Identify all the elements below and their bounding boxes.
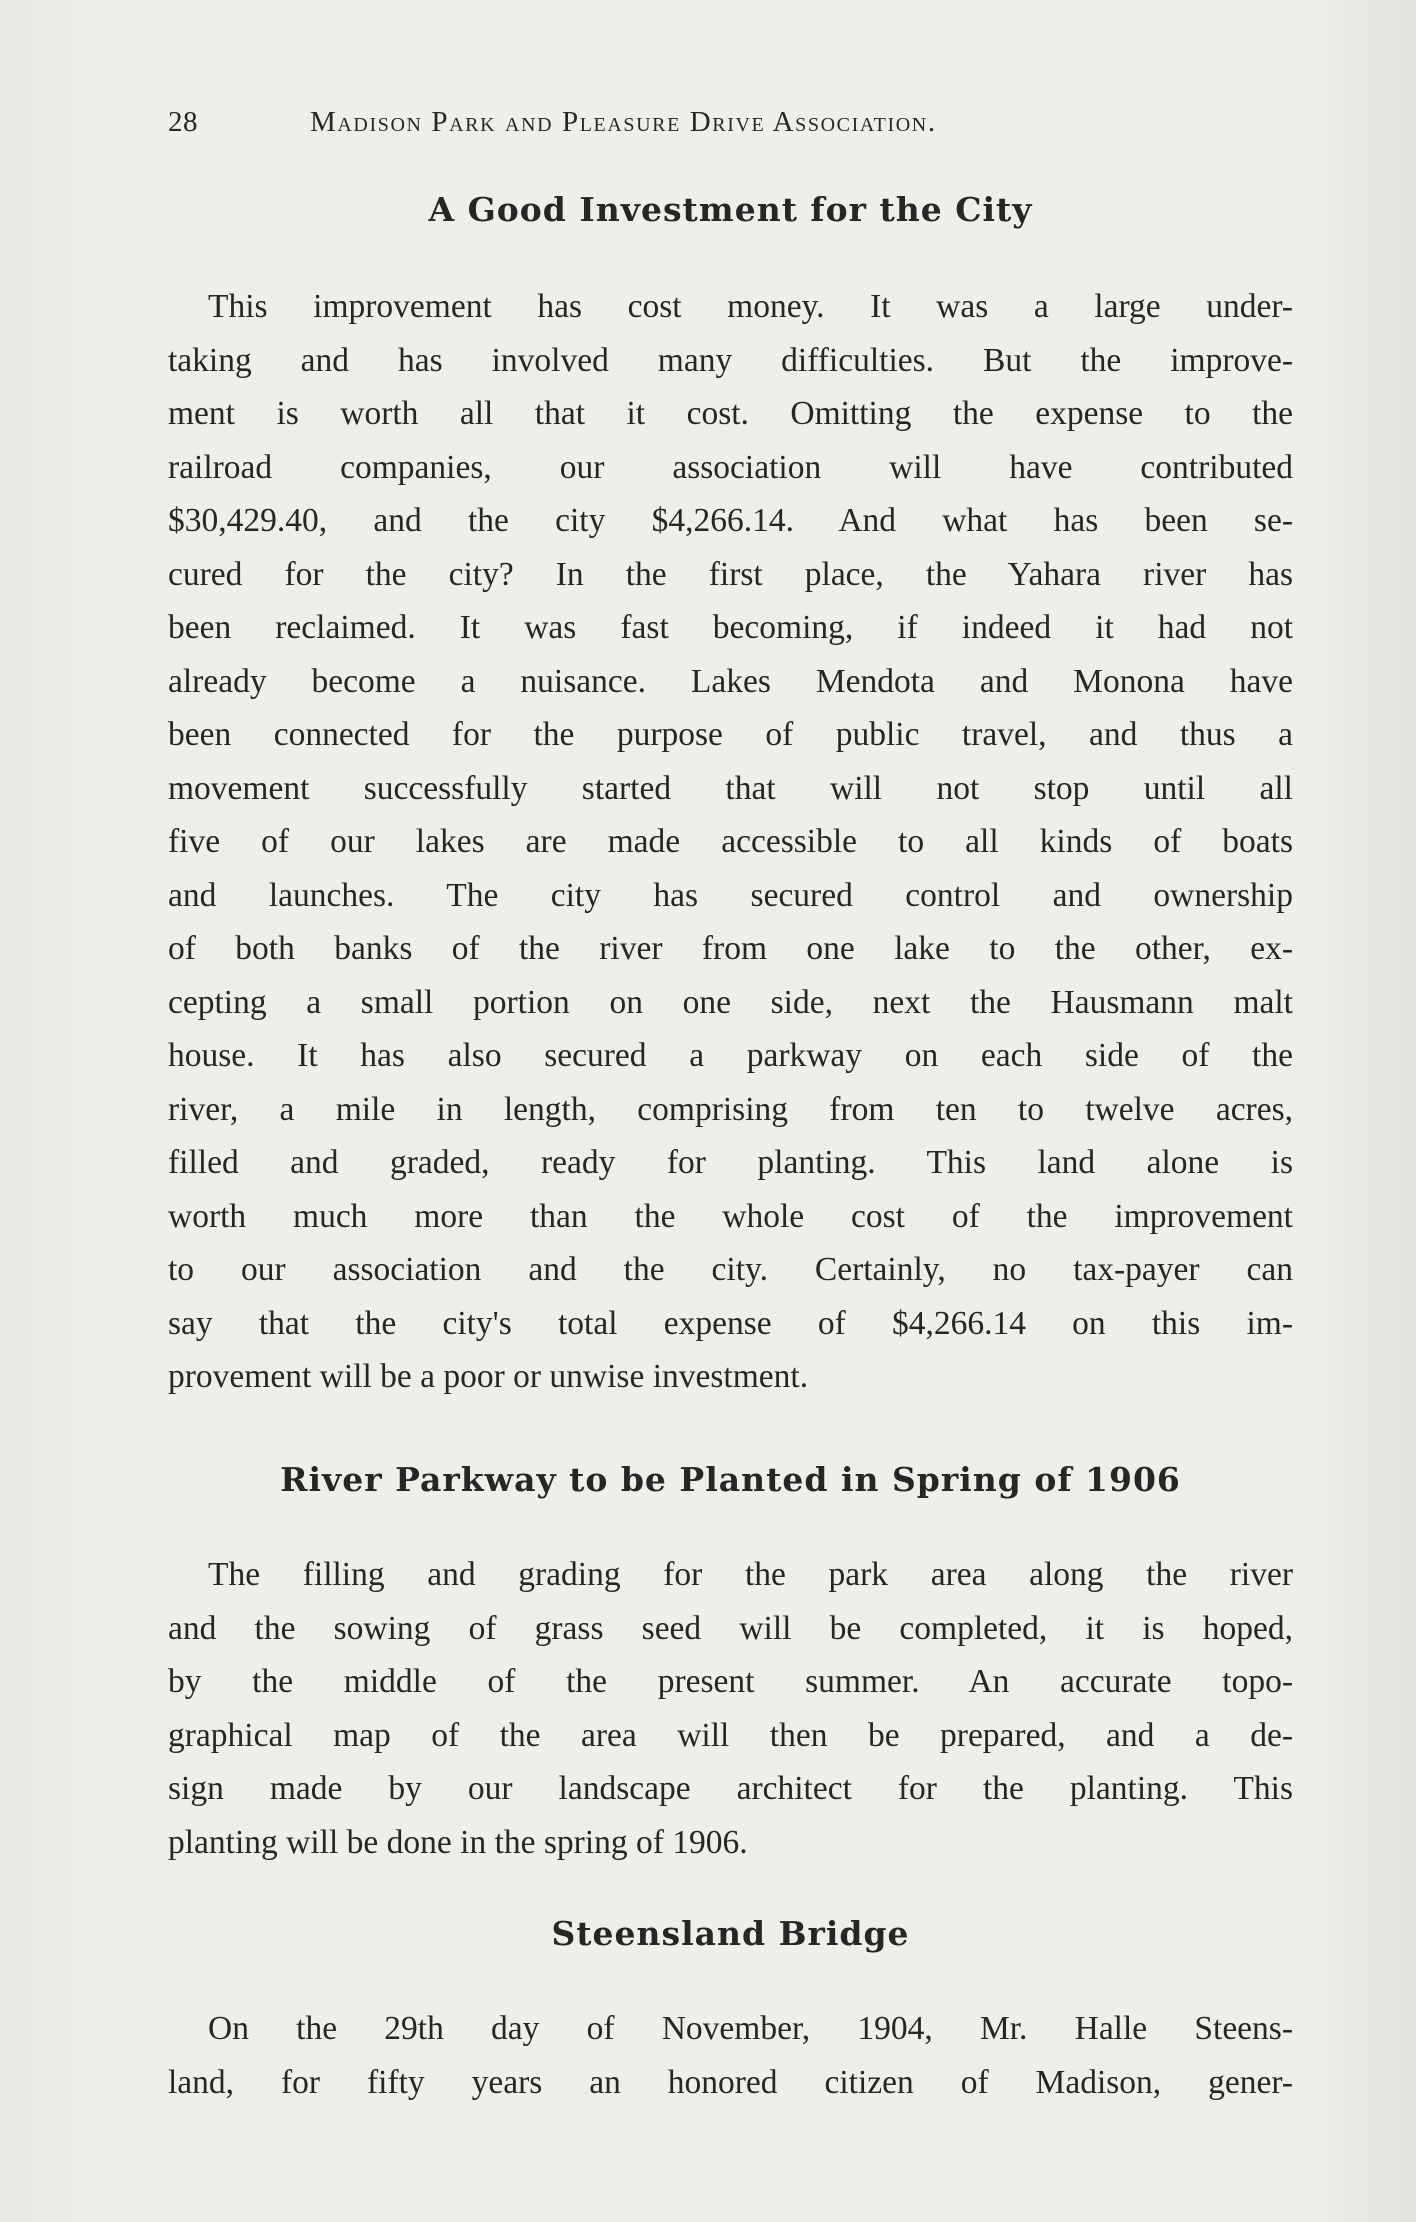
- text-line: to our association and the city. Certainly, no tax-payer can: [168, 1251, 1293, 1288]
- text-line: and the sowing of grass seed will be completed, it is hoped,: [168, 1609, 1293, 1647]
- text-line: house. It has also secured a parkway on each side of the: [168, 1037, 1293, 1074]
- text-line: sign made by our landscape architect for the planting. This: [168, 1770, 1293, 1807]
- text-line: planting will be done in the spring of 1906.: [168, 1823, 748, 1861]
- running-head: [168, 106, 1298, 146]
- text-line: been connected for the purpose of public travel, and thus a: [168, 716, 1293, 753]
- text-line: railroad companies, our association will have contributed: [168, 448, 1293, 486]
- text-line: already become a nuisance. Lakes Mendota and Monona have: [168, 662, 1293, 700]
- paragraph-river-parkway: [168, 1548, 1293, 1869]
- text-line: ment is worth all that it cost. Omitting the expense to the: [168, 395, 1293, 432]
- section-heading-river-parkway: River Parkway to be Planted in Spring of 1906: [280, 1460, 1181, 1499]
- text-line: land, for fifty years an honored citizen of Madison, gener-: [168, 2063, 1293, 2101]
- text-line: provement will be a poor or unwise investment.: [168, 1358, 809, 1395]
- running-title: Madison Park and Pleasure Drive Association.: [310, 106, 937, 138]
- text-line: This improvement has cost money. It was a large under-: [208, 288, 1293, 325]
- text-line: and launches. The city has secured control and ownership: [168, 876, 1293, 914]
- text-line: river, a mile in length, comprising from ten to twelve acres,: [168, 1090, 1293, 1128]
- section-heading-steensland-bridge: Steensland Bridge: [551, 1914, 910, 1953]
- text-line: movement successfully started that will not stop until all: [168, 769, 1293, 807]
- text-line: five of our lakes are made accessible to all kinds of boats: [168, 823, 1293, 860]
- page-number: 28: [168, 106, 198, 138]
- text-line: been reclaimed. It was fast becoming, if indeed it had not: [168, 609, 1293, 646]
- text-line: On the 29th day of November, 1904, Mr. Halle Steens-: [208, 2010, 1293, 2047]
- section-heading-good-investment: A Good Investment for the City: [428, 190, 1033, 229]
- text-line: cepting a small portion on one side, next the Hausmann malt: [168, 983, 1293, 1021]
- text-line: of both banks of the river from one lake to the other, ex-: [168, 930, 1293, 967]
- text-line: cured for the city? In the first place, the Yahara river has: [168, 555, 1293, 593]
- paragraph-good-investment: [168, 280, 1293, 1404]
- text-line: worth much more than the whole cost of the improvement: [168, 1197, 1293, 1235]
- text-line: $30,429.40, and the city $4,266.14. And what has been se-: [168, 502, 1293, 539]
- text-line: graphical map of the area will then be prepared, and a de-: [168, 1716, 1293, 1754]
- text-line: The filling and grading for the park area along the river: [208, 1556, 1293, 1593]
- text-line: taking and has involved many difficulties. But the improve-: [168, 341, 1293, 379]
- text-line: say that the city's total expense of $4,266.14 on this im-: [168, 1304, 1293, 1342]
- text-line: by the middle of the present summer. An accurate topo-: [168, 1663, 1293, 1700]
- paragraph-steensland-bridge: [168, 2002, 1293, 2109]
- text-line: filled and graded, ready for planting. This land alone is: [168, 1144, 1293, 1181]
